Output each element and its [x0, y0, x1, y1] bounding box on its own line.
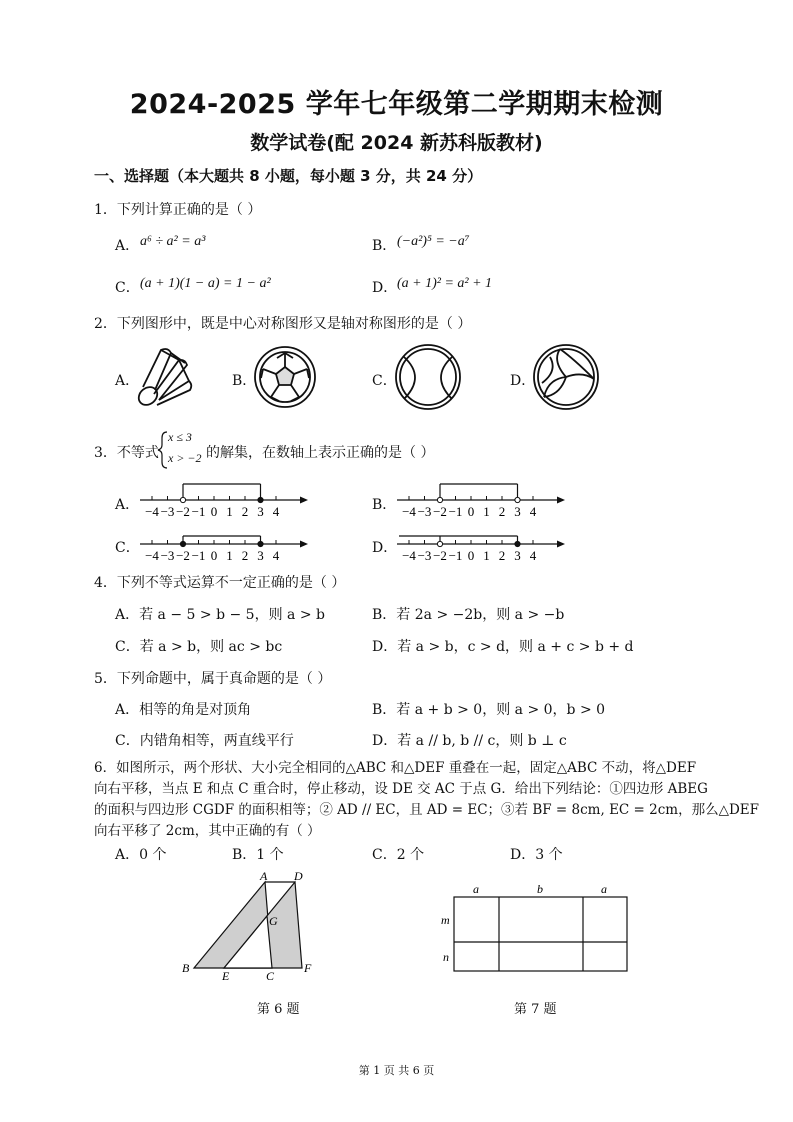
axis-arrow-icon [557, 497, 565, 504]
tick-label: 1 [483, 504, 490, 519]
tick-label: 0 [210, 548, 218, 563]
q3-option-d-label: D． [372, 540, 398, 556]
page-footer: 第 1 页 共 6 页 [358, 1064, 435, 1077]
q3-number-line-c [140, 530, 310, 562]
axis-arrow-icon [300, 541, 308, 548]
tick-label: 4 [529, 548, 537, 563]
q3-system-line1: x ≤ 3 [168, 430, 192, 444]
q6-option-b: B．1 个 [232, 847, 284, 863]
volleyball-icon [532, 343, 600, 411]
tick-label: 3 [514, 548, 521, 563]
label-a-left: a [473, 882, 479, 896]
q1-option-b: (−a²)⁵ = −a⁷ [397, 234, 470, 249]
q4-option-c: C．若 a > b，则 ac > bc [115, 639, 283, 655]
point-a-label: A [260, 869, 268, 883]
label-a-right: a [601, 882, 607, 896]
label-b: b [537, 882, 543, 896]
q6-line4: 向右平移了 2cm，其中正确的有（ ） [94, 823, 321, 839]
q6-line3: 的面积与四边形 CGDF 的面积相等；② AD // EC，且 AD = EC；③若 BF = 8cm, EC = 2cm，那么△DEF [94, 802, 760, 818]
endpoint-right [258, 541, 263, 546]
endpoint-right [515, 541, 520, 546]
q3-number-line-d [397, 530, 567, 562]
q5-option-a: A．相等的角是对顶角 [115, 702, 252, 718]
tick-label: 2 [241, 504, 249, 519]
tick-label: 0 [467, 504, 475, 519]
q3-stem-suffix: 的解集，在数轴上表示正确的是（ ） [206, 445, 435, 461]
q3-number-line-a [140, 478, 310, 518]
q2-option-a-label: A． [115, 373, 140, 389]
q2-option-b-label: B． [232, 373, 257, 389]
point-c-label: C [266, 969, 275, 983]
tick-label: 3 [257, 548, 264, 563]
point-b-label: B [182, 961, 190, 975]
tick-label: −3 [417, 504, 432, 519]
tick-label: 2 [241, 548, 249, 563]
soccer-ball-icon [253, 345, 317, 409]
q4-option-a: A．若 a − 5 > b − 5，则 a > b [115, 607, 325, 623]
tick-label: −2 [433, 548, 447, 563]
q1-option-b-label: B． [372, 238, 397, 254]
point-d-label: D [294, 869, 303, 883]
tick-label: 3 [514, 504, 521, 519]
grid-outer [454, 897, 627, 971]
endpoint-mid [437, 541, 442, 546]
tick-label: −1 [191, 504, 206, 519]
q6-line1: 6．如图所示，两个形状、大小完全相同的△ABC 和△DEF 重叠在一起，固定△ABC 不动，将△DEF [94, 760, 697, 776]
q5-option-c: C．内错角相等，两直线平行 [115, 733, 294, 749]
q6-option-c: C．2 个 [372, 847, 425, 863]
tick-label: 3 [257, 504, 264, 519]
tick-label: 1 [483, 548, 490, 563]
tick-label: 1 [226, 504, 233, 519]
endpoint-left [437, 497, 442, 502]
axis-arrow-icon [300, 497, 308, 504]
tick-label: −3 [417, 548, 432, 563]
page-title: 2024-2025 学年七年级第二学期期末检测 [129, 89, 664, 120]
tennis-ball-icon [394, 343, 462, 411]
axis-arrow-icon [557, 541, 565, 548]
tick-label: −4 [402, 504, 416, 519]
q2-option-d-label: D． [510, 373, 536, 389]
tick-label: −1 [448, 548, 463, 563]
q6-line2: 向右平移，当点 E 和点 C 重合时，停止移动，设 DE 交 AC 于点 G．给出下列结论：①四边形 ABEG [94, 781, 708, 797]
tick-label: 2 [498, 548, 506, 563]
tick-label: −1 [191, 548, 206, 563]
point-g-label: G [269, 914, 278, 928]
q1-option-a-label: A． [115, 238, 140, 254]
q3-number-line-b [397, 478, 567, 518]
q1-option-d: (a + 1)² = a² + 1 [397, 276, 493, 291]
q1-stem: 1．下列计算正确的是（ ） [94, 202, 262, 218]
tick-label: 2 [498, 504, 506, 519]
badminton-shuttlecock-icon [135, 345, 197, 407]
tick-label: −3 [160, 504, 175, 519]
figure-6-caption: 第 6 题 [257, 1002, 300, 1017]
q2-option-c-label: C． [372, 373, 397, 389]
label-m: m [441, 913, 450, 927]
tick-label: −2 [176, 504, 190, 519]
point-f-label: F [304, 961, 312, 975]
q4-option-d: D．若 a > b，c > d，则 a + c > b + d [372, 639, 634, 655]
q5-stem: 5．下列命题中，属于真命题的是（ ） [94, 671, 332, 687]
q6-option-d: D．3 个 [510, 847, 563, 863]
q2-stem: 2．下列图形中，既是中心对称图形又是轴对称图形的是（ ） [94, 316, 472, 332]
tick-label: 0 [210, 504, 218, 519]
tick-label: −3 [160, 548, 175, 563]
q1-option-a: a⁶ ÷ a² = a³ [140, 234, 206, 249]
q3-option-b-label: B． [372, 497, 397, 513]
endpoint-left [180, 541, 185, 546]
q3-system-line2: x > −2 [168, 451, 202, 465]
q5-option-b: B．若 a + b > 0，则 a > 0，b > 0 [372, 702, 606, 718]
tick-label: −4 [145, 504, 159, 519]
q3-option-c-label: C． [115, 540, 140, 556]
q4-stem: 4．下列不等式运算不一定正确的是（ ） [94, 575, 346, 591]
endpoint-right [515, 497, 520, 502]
tick-label: −1 [448, 504, 463, 519]
tick-label: 4 [529, 504, 537, 519]
tick-label: −4 [402, 548, 416, 563]
tick-label: −4 [145, 548, 159, 563]
tick-label: 4 [272, 504, 280, 519]
page-subtitle: 数学试卷(配 2024 新苏科版教材) [250, 132, 543, 154]
section-heading: 一、选择题（本大题共 8 小题，每小题 3 分，共 24 分） [94, 167, 483, 185]
q3-stem-prefix: 3．不等式 [94, 445, 159, 461]
q1-option-c-label: C． [115, 280, 140, 296]
tick-label: 4 [272, 548, 280, 563]
q1-option-d-label: D． [372, 280, 398, 296]
endpoint-left [180, 497, 185, 502]
label-n: n [443, 950, 449, 964]
q6-option-a: A．0 个 [115, 847, 167, 863]
tick-label: 0 [467, 548, 475, 563]
q1-option-c: (a + 1)(1 − a) = 1 − a² [140, 276, 271, 291]
tick-label: 1 [226, 548, 233, 563]
q3-option-a-label: A． [115, 497, 140, 513]
q5-option-d: D．若 a // b, b // c，则 b ⊥ c [372, 733, 567, 749]
tick-label: −2 [433, 504, 447, 519]
q6-figure [180, 870, 330, 985]
q4-option-b: B．若 2a > −2b，则 a > −b [372, 607, 565, 623]
endpoint-right [258, 497, 263, 502]
tick-label: −2 [176, 548, 190, 563]
point-e-label: E [222, 969, 230, 983]
q7-figure [438, 880, 638, 980]
figure-7-caption: 第 7 题 [514, 1002, 557, 1017]
